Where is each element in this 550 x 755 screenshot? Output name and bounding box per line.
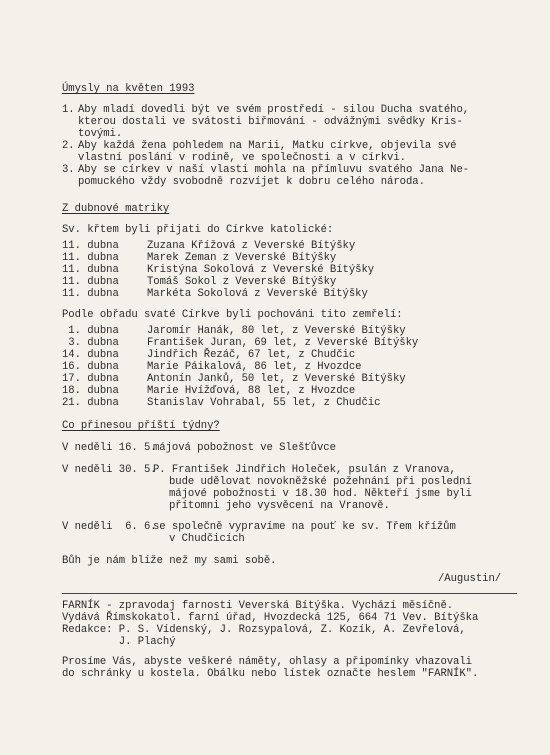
deceased-entry: Jindřich Řezáč, 67 let, z Chudčic [147, 349, 356, 361]
deceased-date: 18. dubna [62, 385, 119, 397]
signature: /Augustin/ [438, 573, 502, 585]
event-line: májová pobožnost ve Slešťůvce [153, 442, 336, 454]
footer-line: FARNÍK - zpravodaj farnosti Veverská Bítýška. Vychází měsíčně. [62, 600, 454, 612]
baptized-date: 11. dubna [62, 264, 119, 276]
upcoming-heading: Co přinesou příští týdny? [62, 420, 220, 432]
baptized-date: 11. dubna [62, 276, 119, 288]
baptized-date: 11. dubna [62, 252, 119, 264]
baptized-date: 11. dubna [62, 240, 119, 252]
baptized-intro: Sv. křtem byli přijati do Církve katolické: [62, 224, 334, 236]
deceased-entry: Marie Hvížďová, 88 let, z Hvozdce [147, 385, 356, 397]
intention-number: 3. [62, 164, 75, 176]
baptized-entry: Kristýna Sokolová z Veverské Bítýšky [147, 264, 375, 276]
baptized-entry: Tomáš Sokol z Veverské Bítýšky [147, 276, 337, 288]
deceased-date: 17. dubna [62, 373, 119, 385]
deceased-date: 16. dubna [62, 361, 119, 373]
closing-quote: Bůh je nám blíže než my sami sobě. [62, 555, 277, 567]
event-when: V neděli 6. 6. [62, 521, 157, 533]
event-line: se společně vypravíme na pouť ke sv. Třem křížům [153, 521, 456, 533]
deceased-entry: Stanislav Vohrabal, 55 let, z Chudčic [147, 397, 381, 409]
intention-line: Aby mladí dovedli být ve svém prostředí - silou Ducha svatého, [78, 104, 470, 116]
intention-line: vlastní poslání v rodině, ve společnosti a v církvi. [78, 152, 406, 164]
baptized-entry: Marek Zeman z Veverské Bítýšky [147, 252, 337, 264]
footer-line: J. Plachý [62, 636, 176, 648]
registry-heading: Z dubnové matriky [62, 203, 170, 215]
deceased-entry: František Juran, 69 let, z Veverské Bítýšky [147, 337, 419, 349]
notice-line: Prosíme Vás, abyste veškeré náměty, ohlasy a připomínky vhazovali [62, 656, 472, 668]
baptized-entry: Zuzana Křížová z Veverské Bítýšky [147, 240, 356, 252]
intention-line: kterou dostali ve svátosti biřmování - odvážnými svědky Kris- [78, 116, 463, 128]
intention-line: tovými. [78, 128, 123, 140]
event-line: bude udělovat novokněžské požehnání při poslední [169, 476, 472, 488]
deceased-date: 21. dubna [62, 397, 119, 409]
event-line: přítomni jeho vysvěcení na Vranově. [169, 500, 390, 512]
deceased-entry: Marie Páikalová, 86 let, z Hvozdce [147, 361, 362, 373]
event-when: V neděli 30. 5. [62, 464, 157, 476]
deceased-date: 14. dubna [62, 349, 119, 361]
footer-line: Redakce: P. S. Vídenský, J. Rozsypalová, Z. Kozík, A. Zevřelová, [62, 624, 466, 636]
event-line: v Chudčicích [169, 533, 245, 545]
intentions-heading: Úmysly na květen 1993 [62, 83, 195, 95]
intention-number: 1. [62, 104, 75, 116]
deceased-entry: Antonín Janků, 50 let, z Veverské Bítýšky [147, 373, 406, 385]
baptized-entry: Markéta Sokolová z Veverské Bítýšky [147, 288, 368, 300]
deceased-date: 3. dubna [62, 337, 119, 349]
intention-number: 2. [62, 140, 75, 152]
event-line: májové pobožnosti v 18.30 hod. Někteří jsme byli [169, 488, 472, 500]
notice-line: do schránky u kostela. Obálku nebo lístek označte heslem "FARNÍK". [62, 668, 479, 680]
deceased-entry: Jaromír Hanák, 80 let, z Veverské Bítýšky [147, 325, 406, 337]
event-when: V neděli 16. 5. [62, 442, 157, 454]
deceased-date: 1. dubna [62, 325, 119, 337]
intention-line: Aby se církev v naší vlasti mohla na přímluvu svatého Jana Ne- [78, 164, 470, 176]
footer-line: Vydává Římskokatol. farní úřad, Hvozdecká 125, 664 71 Vev. Bítýška [62, 612, 479, 624]
deceased-intro: Podle obřadu svaté Církve byli pochováni tito zemřelí: [62, 309, 403, 321]
footer-divider [62, 593, 517, 594]
event-line: P. František Jindřich Holeček, psulán z Vranova, [153, 464, 456, 476]
baptized-date: 11. dubna [62, 288, 119, 300]
intention-line: Aby každá žena pohledem na Marii, Matku církve, objevila své [78, 140, 457, 152]
intention-line: pomuckého vždy svobodně rozvíjet k dobru celého národa. [78, 176, 425, 188]
